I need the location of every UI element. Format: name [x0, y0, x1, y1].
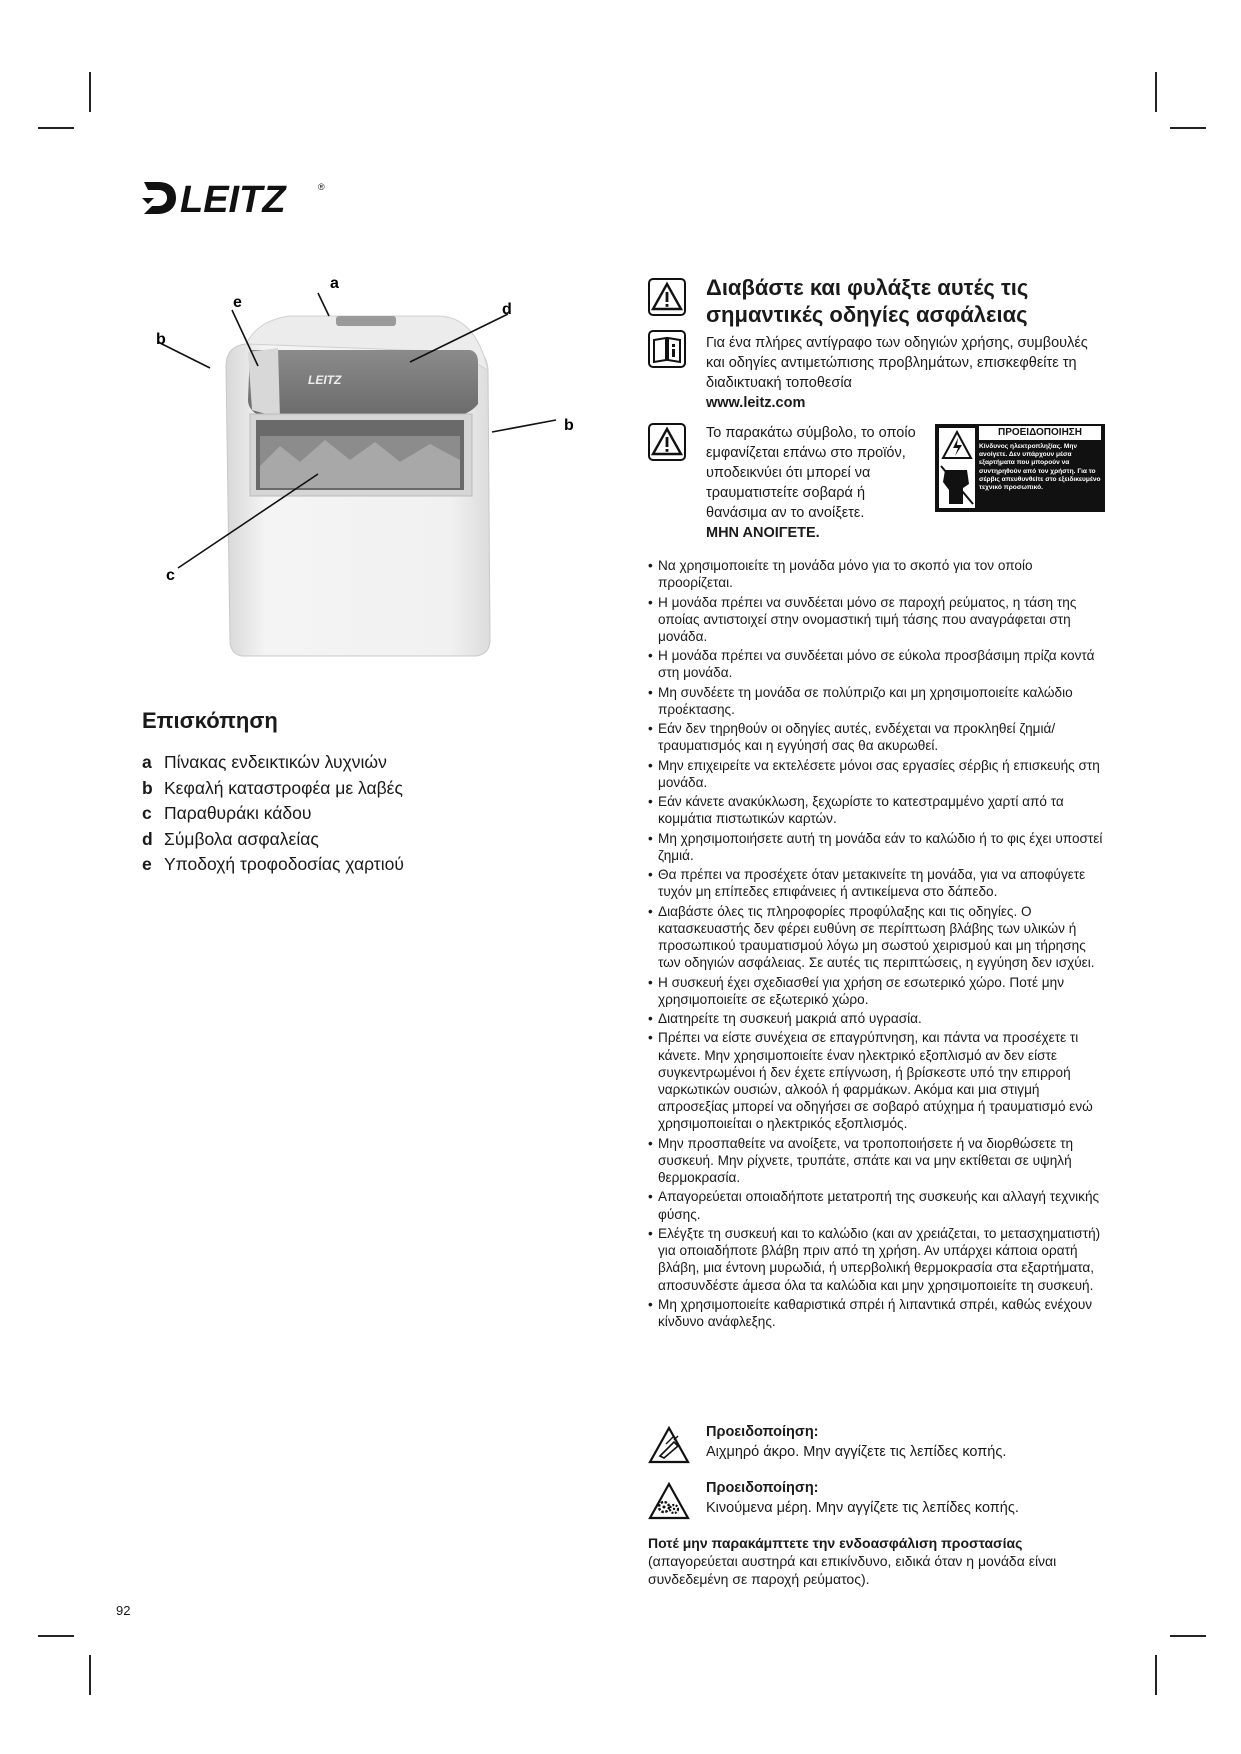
list-item: • Εάν δεν τηρηθούν οι οδηγίες αυτές, ενδέχεται να προκληθεί ζημιά/ τραυματισμός και η εγγύησή σας θα ακυρωθεί.	[648, 720, 1110, 754]
list-item: • Η μονάδα πρέπει να συνδέεται μόνο σε παροχή ρεύματος, η τάση της οποίας αντιστοιχεί στην ονομαστική τιμή τάσης που αναγράφεται στη μονάδα.	[648, 594, 1110, 646]
list-item: • Η συσκευή έχει σχεδιασθεί για χρήση σε εσωτερικό χώρο. Ποτέ μην χρησιμοποιείτε σε εξωτερικό χώρο.	[648, 974, 1110, 1008]
caution-title: Προειδοποίηση:	[706, 1480, 819, 1496]
warning-label-body: Κίνδυνος ηλεκτροπληξίας. Μην ανοίγετε. Δεν υπάρχουν μέσα εξαρτήματα που μπορούν να συντηρηθούν από τον χρήστη. Για το σέρβις απευθυνθείτε στο εξειδικευμένο τεχνικό προσωπικό.	[979, 443, 1101, 492]
list-item: • Η μονάδα πρέπει να συνδέεται μόνο σε εύκολα προσβάσιμη πρίζα κοντά στη μονάδα.	[648, 647, 1110, 681]
list-item: • Μη χρησιμοποιείτε καθαριστικά σπρέι ή λιπαντικά σπρέι, καθώς ενέχουν κίνδυνο ανάφλεξης.	[648, 1296, 1110, 1330]
bypass-title: Ποτέ μην παρακάμπτετε την ενδοασφάλιση προστασίας	[648, 1535, 1023, 1551]
page-number: 92	[116, 1603, 131, 1618]
legend-item: d Σύμβολα ασφαλείας	[142, 828, 319, 849]
crop-mark	[89, 1655, 91, 1695]
list-item: • Απαγορεύεται οποιαδήποτε μετατροπή της συσκευής και αλλαγή τεχνικής φύσης.	[648, 1188, 1110, 1222]
safety-instructions-list	[648, 557, 1110, 1332]
legend-item: a Πίνακας ενδεικτικών λυχνιών	[142, 752, 387, 772]
leader-a	[318, 293, 329, 316]
list-item: • Διαβάστε όλες τις πληροφορίες προφύλαξης και τις οδηγίες. Ο κατασκευαστής δεν φέρει ευθύνη σε περίπτωση βλάβης των υλικών ή προσωπικού τραυματισμού λόγω μη σωστού χειρισμού και μη τήρησης των οδηγιών ασφάλειας. Σε αυτές τις περιπτώσεις, η εγγύηση δεν ισχύει.	[648, 903, 1110, 972]
warning-triangle-icon	[648, 423, 686, 461]
leitz-logo-graphic	[140, 178, 340, 218]
warning-triangle-icon	[648, 278, 686, 316]
registered-mark: ®	[318, 182, 325, 192]
list-item: • Μην επιχειρείτε να εκτελέσετε μόνοι σας εργασίες σέρβις ή επισκευής στη μονάδα.	[648, 757, 1110, 791]
read-manual-icon	[648, 330, 686, 368]
caution-title: Προειδοποίηση:	[706, 1424, 819, 1440]
leader-b-right	[492, 420, 556, 432]
callout-d: d	[502, 301, 512, 318]
callout-e: e	[233, 294, 242, 311]
logo-text: LEITZ	[180, 179, 286, 218]
list-item: • Διατηρείτε τη συσκευή μακριά από υγρασία.	[648, 1010, 1110, 1027]
list-item: • Θα πρέπει να προσέχετε όταν μετακινείτε τη μονάδα, για να αποφύγετε τυχόν μη επίπεδες επιφάνειες ή αντικείμενα στο δάπεδο.	[648, 866, 1110, 900]
caution-text: Αιχμηρό άκρο. Μην αγγίζετε τις λεπίδες κοπής.	[706, 1444, 1007, 1460]
website-link[interactable]: www.leitz.com	[706, 395, 806, 411]
callout-a: a	[330, 275, 339, 292]
safety-heading: Διαβάστε και φυλάξτε αυτές τις σημαντικές οδηγίες ασφάλειας	[706, 275, 1029, 327]
crop-mark	[1170, 1635, 1206, 1637]
overview-title: Επισκόπηση	[142, 708, 278, 733]
leitz-logo	[140, 178, 340, 218]
moving-parts-warning-icon	[648, 1482, 690, 1520]
electric-shock-warning-label	[935, 424, 1105, 512]
bypass-warning	[648, 1534, 1108, 1588]
overview-section	[142, 708, 542, 878]
list-item: • Μη συνδέετε τη μονάδα σε πολύπριζο και μη χρησιμοποιείτε καλώδιο προέκτασης.	[648, 684, 1110, 718]
shredder-illustration	[140, 270, 600, 680]
caution-text: Κινούμενα μέρη. Μην αγγίζετε τις λεπίδες κοπής.	[706, 1500, 1019, 1516]
manual-reference-text: Για ένα πλήρες αντίγραφο των οδηγιών χρήσης, συμβουλές και οδηγίες αντιμετώπισης προβλημάτων, επισκεφθείτε τη διαδικτυακή τοποθεσία www.leitz.com	[706, 333, 1106, 413]
bypass-text: (απαγορεύεται αυστηρά και επικίνδυνο, ειδικά όταν η μονάδα είναι συνδεδεμένη σε παροχή ρεύματος).	[648, 1553, 1057, 1587]
product-logo: LEITZ	[308, 373, 342, 387]
list-item: • Μην προσπαθείτε να ανοίξετε, να τροποποιήσετε ή να διορθώσετε τη συσκευή. Μην ρίχνετε, τρυπάτε, σπάτε και να μην εκτίθεται σε υψηλή θερμοκρασία.	[648, 1135, 1110, 1187]
symbol-explanation: Το παρακάτω σύμβολο, το οποίο εμφανίζεται επάνω στο προϊόν, υποδεικνύει ότι μπορεί να τραυματιστείτε σοβαρά ή θανάσιμα αν το ανοίξετε. ΜΗΝ ΑΝΟΙΓΕΤΕ.	[706, 423, 921, 543]
callout-b-right: b	[564, 417, 574, 434]
do-not-open-warning: ΜΗΝ ΑΝΟΙΓΕΤΕ.	[706, 525, 820, 541]
legend-item: c Παραθυράκι κάδου	[142, 803, 312, 823]
list-item: • Να χρησιμοποιείτε τη μονάδα μόνο για το σκοπό για τον οποίο προορίζεται.	[648, 557, 1110, 591]
list-item: • Μη χρησιμοποιήσετε αυτή τη μονάδα εάν το καλώδιο ή το φις έχει υποστεί ζημιά.	[648, 830, 1110, 864]
list-item: • Πρέπει να είστε συνέχεια σε επαγρύπνηση, και πάντα να προσέχετε τι κάνετε. Μην χρησιμοποιείτε έναν ηλεκτρικό εξοπλισμό αν δεν είστε συγκεντρωμένοι ή δεν έχετε επίγνωση, ή βρίσκεστε υπό την επιρροή ναρκωτικών ουσιών, αλκοόλ ή φαρμάκων. Ακόμα και μια στιγμή απροσεξίας μπορεί να οδηγήσει σε σοβαρό ατύχημα ή τραυματισμό ενώ χρησιμοποιείται ο ηλεκτρικός εξοπλισμός.	[648, 1029, 1110, 1132]
crop-mark	[89, 72, 91, 112]
warning-label-header: ΠΡΟΕΙΔΟΠΟΙΗΣΗ	[979, 426, 1101, 440]
crop-mark	[38, 127, 74, 129]
shock-hazard-icon	[937, 426, 977, 510]
crop-mark	[1155, 72, 1157, 112]
legend-item: e Υποδοχή τροφοδοσίας χαρτιού	[142, 854, 404, 874]
crop-mark	[1170, 127, 1206, 129]
list-item: • Ελέγξτε τη συσκευή και το καλώδιο (και αν χρειάζεται, το μετασχηματιστή) για οποιαδήποτε βλάβη πριν από τη χρήση. Αν υπάρχει κάποια ορατή βλάβη, μια έντονη μυρωδιά, ή υπερβολική θερμοκρασία στα εξαρτήματα, αποσυνδέστε άμεσα όλα τα καλώδια και μην χρησιμοποιείτε τη συσκευή.	[648, 1225, 1110, 1294]
list-item: • Εάν κάνετε ανακύκλωση, ξεχωρίστε το κατεστραμμένο χαρτί από τα κομμάτια πιστωτικών καρτών.	[648, 793, 1110, 827]
crop-mark	[1155, 1655, 1157, 1695]
callout-c: c	[166, 567, 175, 584]
legend-item: b Κεφαλή καταστροφέα με λαβές	[142, 777, 403, 798]
leader-b-left	[158, 342, 210, 368]
sharp-edge-warning-icon	[648, 1426, 690, 1464]
callout-b-left: b	[156, 331, 166, 348]
crop-mark	[38, 1635, 74, 1637]
